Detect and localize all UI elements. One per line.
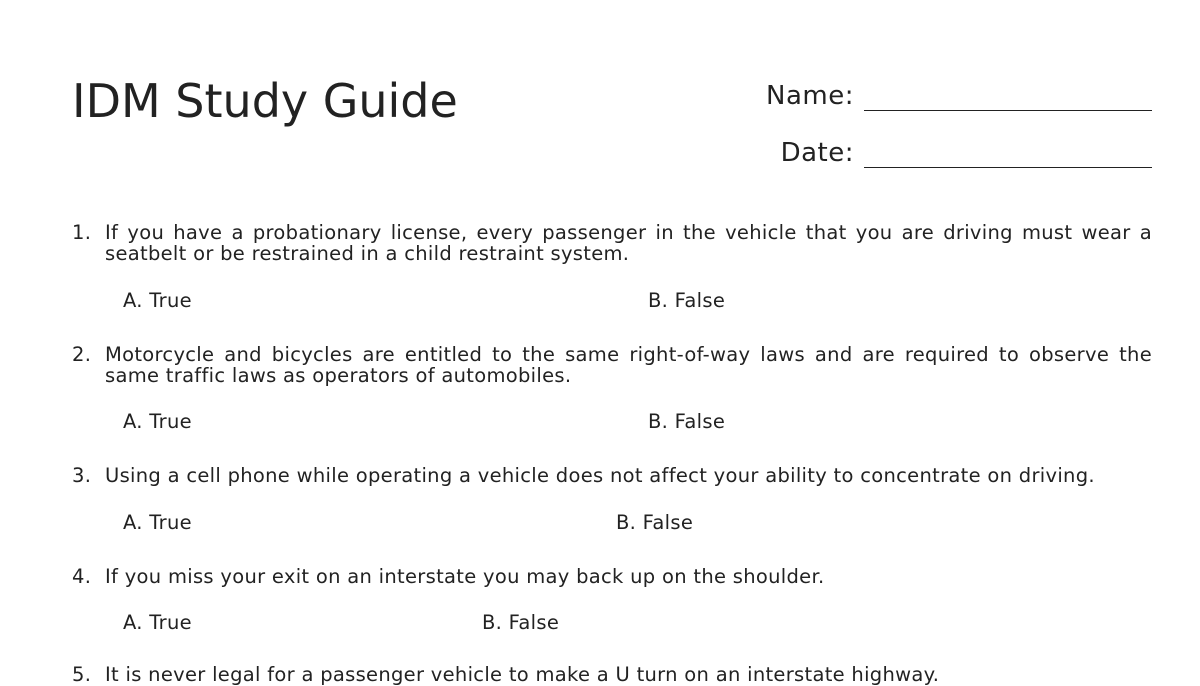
question-3 xyxy=(72,465,1152,486)
question-text: If you have a probationary license, every passenger in the vehicle that you are driving must wear a seatbelt or be restrained in a child restraint system. xyxy=(105,221,1152,265)
option-a: A. True xyxy=(123,289,192,312)
date-blank-line xyxy=(864,137,1152,168)
question-1 xyxy=(72,222,1152,264)
name-label: Name: xyxy=(766,81,854,111)
question-number: 2. xyxy=(72,343,92,366)
question-number: 4. xyxy=(72,565,92,588)
question-number: 1. xyxy=(72,221,92,244)
question-4 xyxy=(72,566,1152,587)
name-blank-line xyxy=(864,80,1152,111)
question-text: Using a cell phone while operating a vehicle does not affect your ability to concentrate on driving. xyxy=(105,464,1095,487)
option-b: B. False xyxy=(648,289,726,312)
question-text: It is never legal for a passenger vehicle to make a U turn on an interstate highway. xyxy=(105,663,940,686)
question-text: Motorcycle and bicycles are entitled to the same right-of-way laws and are required to observe the same traffic laws as operators of automobiles. xyxy=(105,343,1152,387)
option-a: A. True xyxy=(123,611,192,634)
option-b: B. False xyxy=(482,611,560,634)
date-field xyxy=(781,137,1152,168)
option-a: A. True xyxy=(123,410,192,433)
option-b: B. False xyxy=(616,511,694,534)
option-a: A. True xyxy=(123,511,192,534)
question-text: If you miss your exit on an interstate you may back up on the shoulder. xyxy=(105,565,825,588)
option-b: B. False xyxy=(648,410,726,433)
question-2 xyxy=(72,344,1152,386)
question-number: 5. xyxy=(72,663,92,686)
name-field xyxy=(766,80,1152,111)
date-label: Date: xyxy=(780,138,854,168)
page-title: IDM Study Guide xyxy=(72,74,458,128)
question-number: 3. xyxy=(72,464,92,487)
